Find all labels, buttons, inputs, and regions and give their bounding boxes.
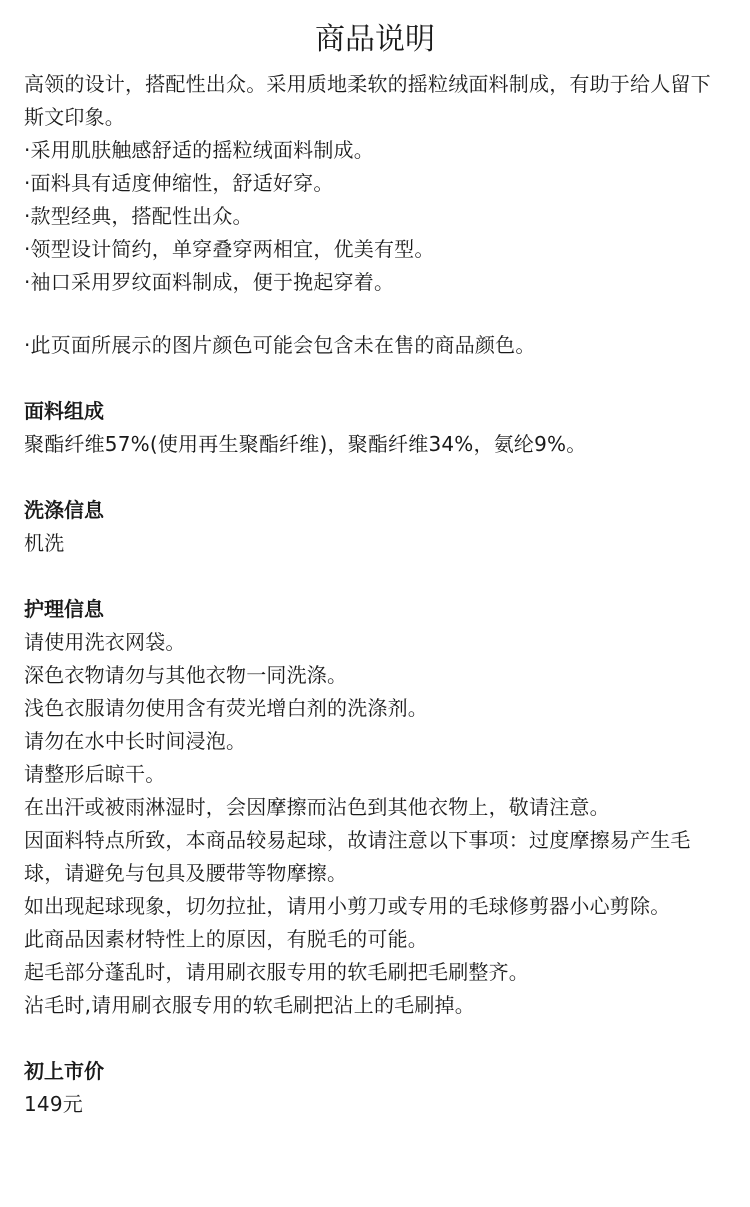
care-line: 因面料特点所致，本商品较易起球，故请注意以下事项：过度摩擦易产生毛球，请避免与包具及腰带等物摩擦。 — [24, 828, 691, 885]
material-heading: 面料组成 — [24, 399, 104, 423]
care-line: 请整形后晾干。 — [24, 762, 166, 786]
price-heading: 初上市价 — [24, 1059, 104, 1083]
material-text: 聚酯纤维57%(使用再生聚酯纤维)，聚酯纤维34%，氨纶9%。 — [24, 432, 587, 456]
spacer — [24, 560, 726, 593]
page-title: 商品说明 — [315, 22, 435, 57]
care-line: 请使用洗衣网袋。 — [24, 630, 186, 654]
spacer — [24, 1022, 726, 1055]
description-bullet: ·采用肌肤触感舒适的摇粒绒面料制成。 — [24, 138, 374, 162]
description-bullet: ·款型经典，搭配性出众。 — [24, 204, 253, 228]
description-intro: 高领的设计，搭配性出众。采用质地柔软的摇粒绒面料制成，有助于给人留下斯文印象。 — [24, 72, 711, 129]
care-line: 请勿在水中长时间浸泡。 — [24, 729, 247, 753]
care-line: 如出现起球现象，切勿拉扯，请用小剪刀或专用的毛球修剪器小心剪除。 — [24, 894, 671, 918]
care-section — [24, 593, 726, 1022]
washing-section — [24, 494, 726, 560]
washing-heading: 洗涤信息 — [24, 498, 104, 522]
washing-text: 机洗 — [24, 531, 65, 555]
care-line: 起毛部分蓬乱时，请用刷衣服专用的软毛刷把毛刷整齐。 — [24, 960, 529, 984]
color-note: ·此页面所展示的图片颜色可能会包含未在售的商品颜色。 — [24, 333, 536, 357]
care-line: 此商品因素材特性上的原因，有脱毛的可能。 — [24, 927, 428, 951]
material-section — [24, 395, 726, 461]
spacer — [24, 461, 726, 494]
care-line: 在出汗或被雨淋湿时，会因摩擦而沾色到其他衣物上，敬请注意。 — [24, 795, 610, 819]
care-line: 沾毛时,请用刷衣服专用的软毛刷把沾上的毛刷掉。 — [24, 993, 475, 1017]
care-line: 深色衣物请勿与其他衣物一同洗涤。 — [24, 663, 348, 687]
spacer — [24, 362, 726, 395]
care-heading: 护理信息 — [24, 597, 104, 621]
care-line: 浅色衣服请勿使用含有荧光增白剂的洗涤剂。 — [24, 696, 428, 720]
description-section — [24, 68, 726, 362]
description-bullet: ·袖口采用罗纹面料制成，便于挽起穿着。 — [24, 270, 395, 294]
price-text: 149元 — [24, 1092, 83, 1116]
description-bullet: ·面料具有适度伸缩性，舒适好穿。 — [24, 171, 334, 195]
price-section — [24, 1055, 726, 1121]
description-bullet: ·领型设计简约，单穿叠穿两相宜，优美有型。 — [24, 237, 435, 261]
spacer — [24, 299, 726, 329]
